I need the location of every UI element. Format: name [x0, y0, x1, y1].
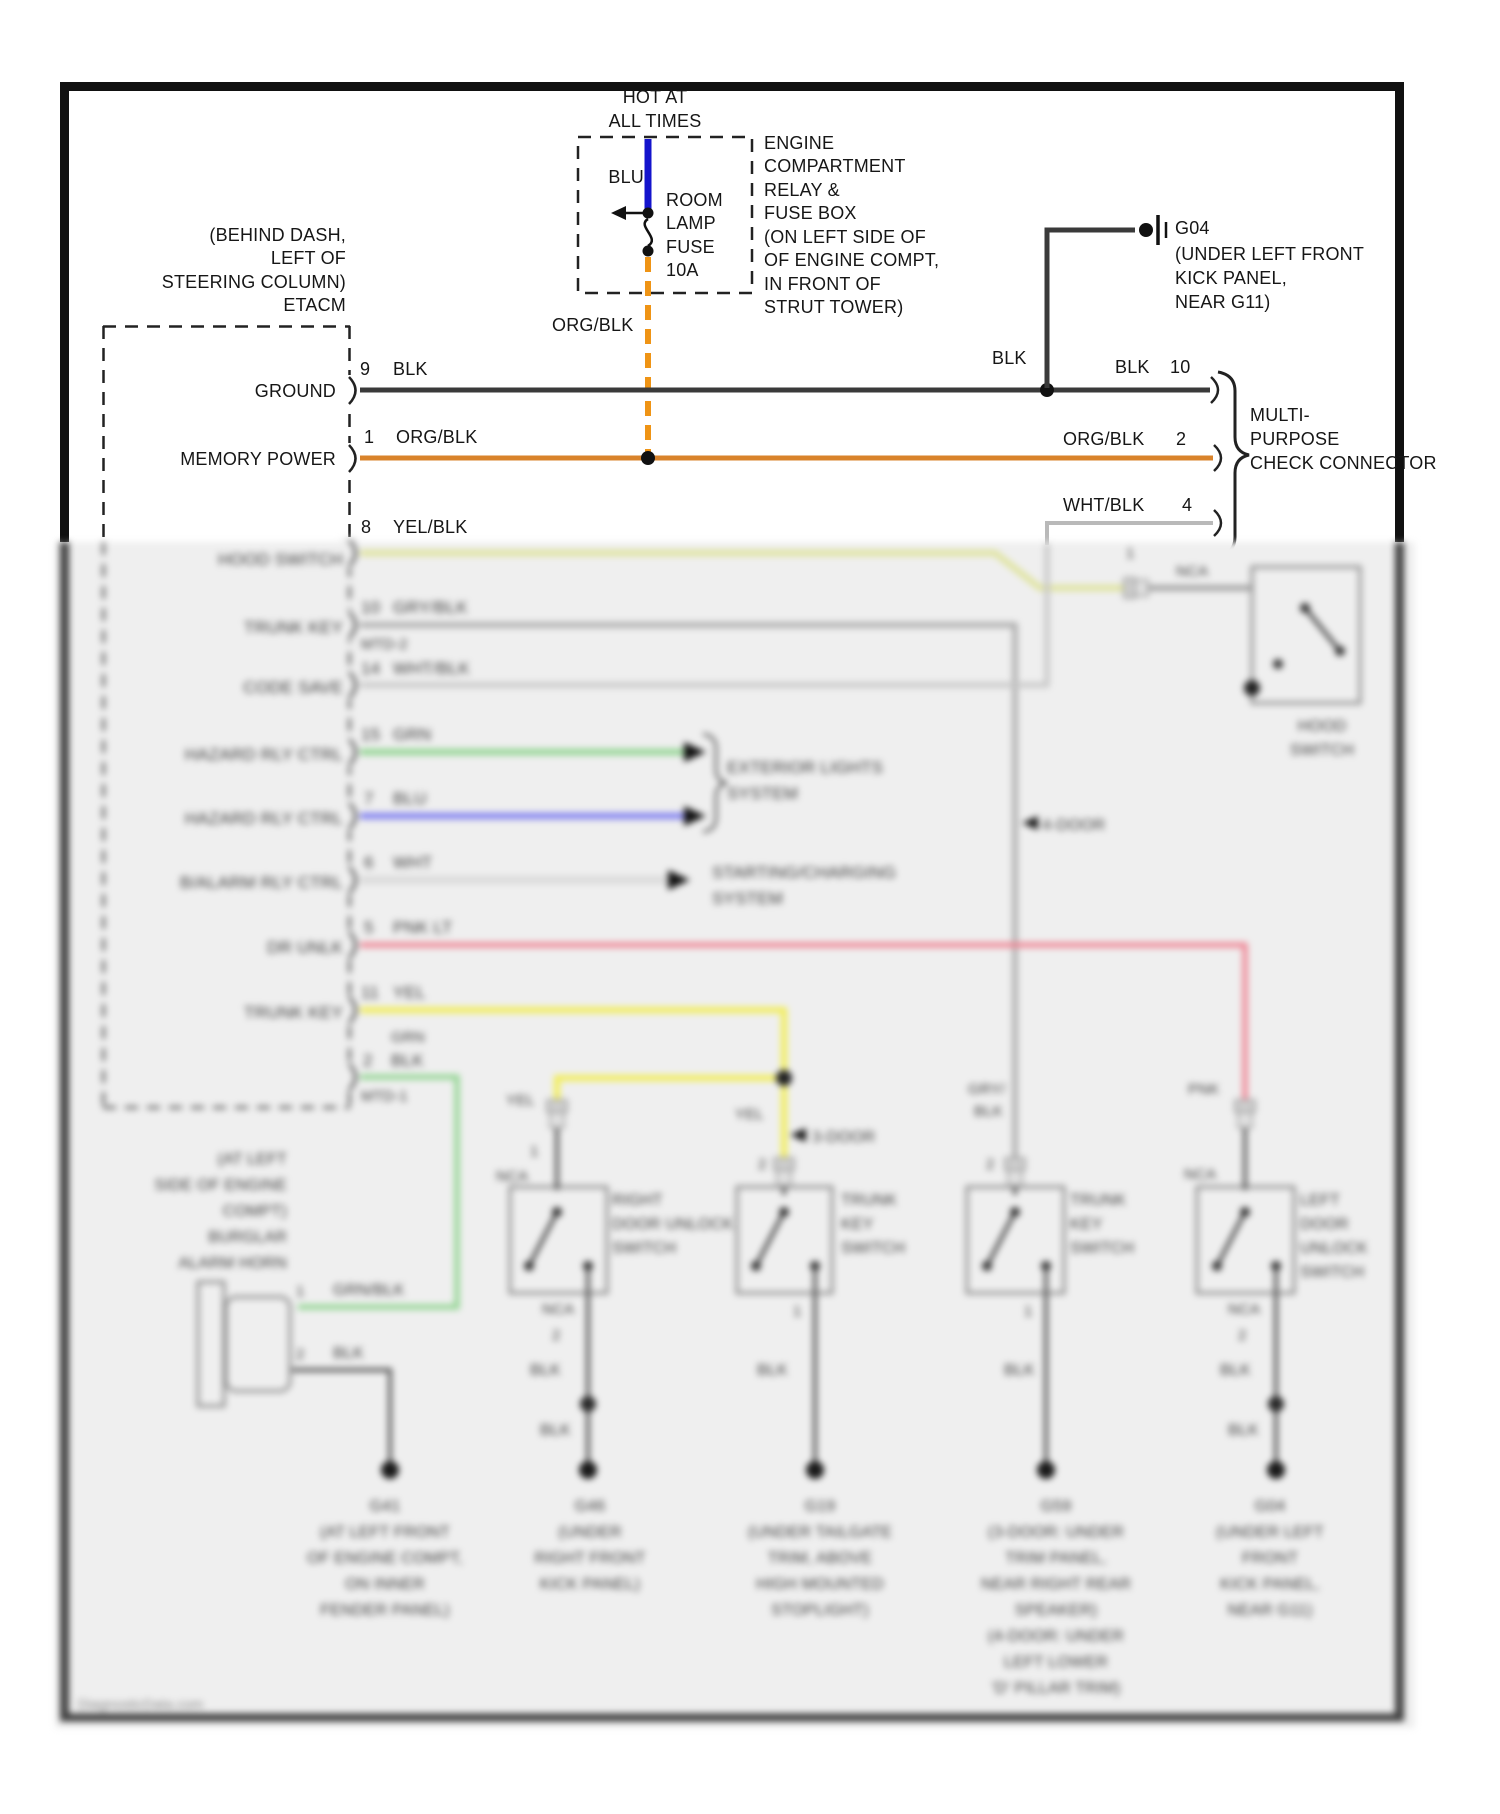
grn-blk-wire — [298, 1077, 457, 1307]
ground-location-line: 'D' PILLAR TRIM) — [991, 1680, 1121, 1697]
four-door-tag: 4-DOOR — [1042, 817, 1106, 834]
wire-color-label: WHT — [393, 853, 433, 872]
pin-number: 2 — [1176, 429, 1187, 449]
pin-number: 15 — [361, 725, 381, 744]
fusebox-location-line: IN FRONT OF — [764, 274, 881, 294]
pin-number: 2 — [296, 1346, 305, 1363]
ground-location-line: LEFT LOWER — [1004, 1654, 1108, 1671]
connector-name: NCA — [496, 1168, 529, 1185]
etacm-row-label-hazard-rly: HAZARD RLY CTRL — [184, 809, 343, 828]
pin-number: 1 — [1126, 545, 1135, 562]
ground-location-line: (4-DOOR: UNDER — [987, 1628, 1125, 1645]
pin-number: 2 — [1238, 1327, 1247, 1344]
wire-color-label: BLU — [393, 789, 427, 808]
connector-note: MTD-2 — [361, 636, 408, 653]
ground-name: G04 — [1254, 1498, 1286, 1515]
three-door-tag: 3-DOOR — [812, 1129, 876, 1146]
hood-switch-name: HOOD — [1297, 718, 1347, 735]
pin-number: 8 — [361, 517, 372, 537]
etacm-pin-brackets-lower — [341, 538, 358, 1092]
switch-name-line: KEY — [1070, 1216, 1103, 1233]
wire-color-label: BLK — [1115, 357, 1150, 377]
ground-location-line: (UNDER — [558, 1524, 622, 1541]
pin-number: 6 — [364, 853, 374, 872]
etacm-row-label-balarm-rly: B/ALARM RLY CTRL — [179, 873, 343, 892]
fuse-name-line: ROOM — [666, 190, 723, 210]
ground-name: G46 — [574, 1498, 606, 1515]
ground-location-line: ON INNER — [345, 1576, 425, 1593]
switch-name-line: DOOR UNLOCK — [612, 1216, 734, 1233]
pin-number: 11 — [361, 983, 380, 1002]
switch-name-line: SWITCH — [612, 1240, 677, 1257]
wire-color-label: BLK — [393, 359, 428, 379]
etacm-row-label-memory-power: MEMORY POWER — [180, 449, 336, 469]
wire-color-label: BLK — [530, 1362, 561, 1379]
ground-name: G41 — [369, 1498, 401, 1515]
g04-location-line: (UNDER LEFT FRONT — [1175, 244, 1365, 264]
exterior-lights-label: SYSTEM — [727, 784, 799, 803]
horn-location-line: (AT LEFT — [217, 1151, 287, 1168]
connector-note: MTD-1 — [361, 1088, 408, 1105]
connector-name: NCA — [1176, 563, 1209, 580]
fuse-name-line: LAMP — [666, 213, 716, 233]
all-times-label: ALL TIMES — [608, 111, 702, 131]
exterior-lights-label: EXTERIOR LIGHTS — [727, 758, 884, 777]
ground-name: G59 — [1040, 1498, 1072, 1515]
etacm-row-label-dr-unlk: DR UNLK — [266, 938, 343, 957]
pin-number: 7 — [364, 789, 374, 808]
hood-switch-circuit — [360, 553, 1360, 703]
etacm-row-label-hazard-rly: HAZARD RLY CTRL — [184, 745, 343, 764]
inline-connectors — [547, 1100, 1255, 1186]
wire-color-label: BLK — [992, 348, 1027, 368]
pin-number: 1 — [793, 1303, 802, 1320]
fusebox-location-line: ENGINE — [764, 133, 835, 153]
pin-number: 1 — [296, 1283, 305, 1300]
etacm-location-line: LEFT OF — [270, 248, 346, 268]
etacm-row-label-hood-switch: HOOD SWITCH — [218, 550, 343, 569]
horn-blk-wire — [292, 1370, 390, 1461]
pin-number: 2 — [986, 1156, 995, 1173]
fusebox-location-line: RELAY & — [764, 180, 840, 200]
horn-location-line: COMPT) — [222, 1203, 287, 1220]
g04-location-line: NEAR G11) — [1175, 292, 1271, 312]
fusebox-location-line: COMPARTMENT — [764, 156, 906, 176]
wire-color-label: WHT/BLK — [393, 659, 470, 678]
switch-name-line: SWITCH — [841, 1240, 906, 1257]
hot-at-label: HOT AT — [622, 87, 688, 107]
g04-name: G04 — [1175, 218, 1210, 238]
wire-color-label: BLK — [974, 1103, 1003, 1120]
hood-switch-name: SWITCH — [1289, 742, 1355, 759]
watermark: DiagnosticData.com — [78, 1696, 204, 1712]
switch-name-line: TRUNK — [841, 1192, 898, 1209]
fusebox-location-line: STRUT TOWER) — [764, 297, 904, 317]
ground-location-line: OF ENGINE COMPT, — [306, 1550, 464, 1567]
switch-name-line: SWITCH — [1070, 1240, 1135, 1257]
fuse-name-line: FUSE — [666, 237, 715, 257]
ground-location-line: KICK PANEL) — [539, 1576, 641, 1593]
check-connector-label-line: PURPOSE — [1250, 429, 1340, 449]
etacm-row-label-trunk-key-2: TRUNK KEY — [243, 1003, 343, 1022]
pin-number: 2 — [552, 1327, 561, 1344]
inline-splice-dots — [580, 1396, 1284, 1412]
g04-location-line: KICK PANEL, — [1175, 268, 1287, 288]
org-blk-wire-label: ORG/BLK — [552, 315, 634, 335]
pin-number: 2 — [758, 1156, 767, 1173]
ground-location-line: HIGH MOUNTED — [756, 1576, 884, 1593]
wire-color-label: GRN — [391, 1029, 425, 1046]
wire-color-label: BLK — [1220, 1362, 1251, 1379]
ground-drop-wires — [588, 1271, 1276, 1462]
ground-name: G19 — [804, 1498, 836, 1515]
ground-location-line: (3-DOOR: UNDER — [987, 1524, 1125, 1541]
starting-charging-label: STARTING/CHARGING — [712, 863, 897, 882]
wire-color-label: BLK — [333, 1345, 364, 1362]
ground-location-line: FRONT — [1241, 1550, 1299, 1567]
wire-color-label: ORG/BLK — [1063, 429, 1145, 449]
exterior-lights-brace — [703, 734, 727, 832]
switch-name-line: UNLOCK — [1300, 1240, 1368, 1257]
wire-color-label: PNK LT — [393, 918, 453, 937]
ground-location-line: KICK PANEL, — [1220, 1576, 1320, 1593]
wire-color-label: BLK — [757, 1362, 788, 1379]
switch-name-line: TRUNK — [1070, 1192, 1127, 1209]
pin-number: 4 — [1182, 495, 1193, 515]
pin-number: 1 — [364, 427, 375, 447]
four-door-arrow — [1022, 816, 1038, 830]
fusebox-location-line: FUSE BOX — [764, 203, 857, 223]
switch-name-line: SWITCH — [1300, 1264, 1365, 1281]
three-door-arrow — [790, 1128, 806, 1142]
wire-color-label: BLK — [391, 1051, 424, 1070]
switch-name-line: DOOR — [1300, 1216, 1349, 1233]
fuse-rating: 10A — [666, 260, 699, 280]
connector-name: NCA — [1184, 1166, 1217, 1183]
wire-color-label: YEL/BLK — [393, 517, 468, 537]
connector-name: NCA — [542, 1301, 575, 1318]
pin-number: 1 — [530, 1143, 539, 1160]
pin-number: 10 — [1170, 357, 1191, 377]
wire-color-label: BLK — [1228, 1422, 1259, 1439]
pin-number: 10 — [361, 598, 381, 617]
horn-location-line: SIDE OF ENGINE — [154, 1177, 287, 1194]
ground-location-line: RIGHT FRONT — [534, 1550, 646, 1567]
fusebox-location-line: OF ENGINE COMPT, — [764, 250, 940, 270]
wire-color-label: BLK — [540, 1422, 571, 1439]
ground-location-line: STOPLIGHT) — [771, 1602, 869, 1619]
ground-points — [381, 1461, 1285, 1479]
etacm-row-label-ground: GROUND — [254, 381, 336, 401]
pin-number: 14 — [361, 659, 381, 678]
wire-color-label: GRN/BLK — [333, 1282, 405, 1299]
wire-color-label: GRY/BLK — [393, 598, 468, 617]
wire-color-label: WHT/BLK — [1063, 495, 1145, 515]
pnk-wire — [360, 945, 1245, 1100]
wire-color-label: YEL — [393, 983, 426, 1002]
ground-location-line: (UNDER TAILGATE — [747, 1524, 893, 1541]
wire-color-label: GRN — [393, 725, 432, 744]
wire-color-label: GRY/ — [968, 1081, 1006, 1098]
wire-color-label: YEL — [735, 1106, 764, 1123]
pin-number: 9 — [360, 359, 371, 379]
ground-location-line: NEAR RIGHT REAR — [980, 1576, 1132, 1593]
ground-location-line: FENDER PANEL) — [320, 1602, 450, 1619]
etacm-location-line: STEERING COLUMN) — [161, 272, 346, 292]
pin-number: 5 — [364, 918, 374, 937]
switch-name-line: LEFT — [1300, 1192, 1340, 1209]
ground-location-line: SPEAKER) — [1014, 1602, 1098, 1619]
etacm-row-label-trunk-key: TRUNK KEY — [243, 618, 343, 637]
connector-name: NCA — [1228, 1301, 1261, 1318]
check-connector-label-line: CHECK CONNECTOR — [1250, 453, 1437, 473]
ground-location-line: TRIM, ABOVE — [767, 1550, 873, 1567]
etacm-location-line: (BEHIND DASH, — [209, 225, 346, 245]
etacm-name: ETACM — [283, 295, 346, 315]
wire-color-label: ORG/BLK — [396, 427, 478, 447]
check-connector-label-line: MULTI- — [1250, 405, 1310, 425]
switch-name-line: KEY — [841, 1216, 874, 1233]
fusebox-location-line: (ON LEFT SIDE OF — [764, 227, 926, 247]
ground-location-line: (AT LEFT FRONT — [320, 1524, 450, 1541]
ground-location-line: NEAR G11) — [1227, 1602, 1313, 1619]
etacm-row-label-code-save: CODE SAVE — [243, 678, 343, 697]
ground-location-line: TRIM PANEL, — [1005, 1550, 1107, 1567]
pin-number: 1 — [1024, 1303, 1033, 1320]
horn-symbol — [198, 1282, 290, 1406]
pin-number: 2 — [363, 1051, 373, 1070]
blu-wire-label: BLU — [608, 167, 644, 187]
wire-color-label: YEL — [506, 1092, 535, 1109]
switch-name-line: RIGHT — [612, 1192, 663, 1209]
horn-name-line: ALARM HORN — [178, 1255, 287, 1272]
ground-location-line: (UNDER LEFT — [1216, 1524, 1324, 1541]
wire-color-label: BLK — [1004, 1362, 1035, 1379]
horn-name-line: BURGLAR — [208, 1229, 287, 1246]
wire-color-label: PNK — [1188, 1081, 1220, 1098]
starting-charging-label: SYSTEM — [712, 889, 784, 908]
